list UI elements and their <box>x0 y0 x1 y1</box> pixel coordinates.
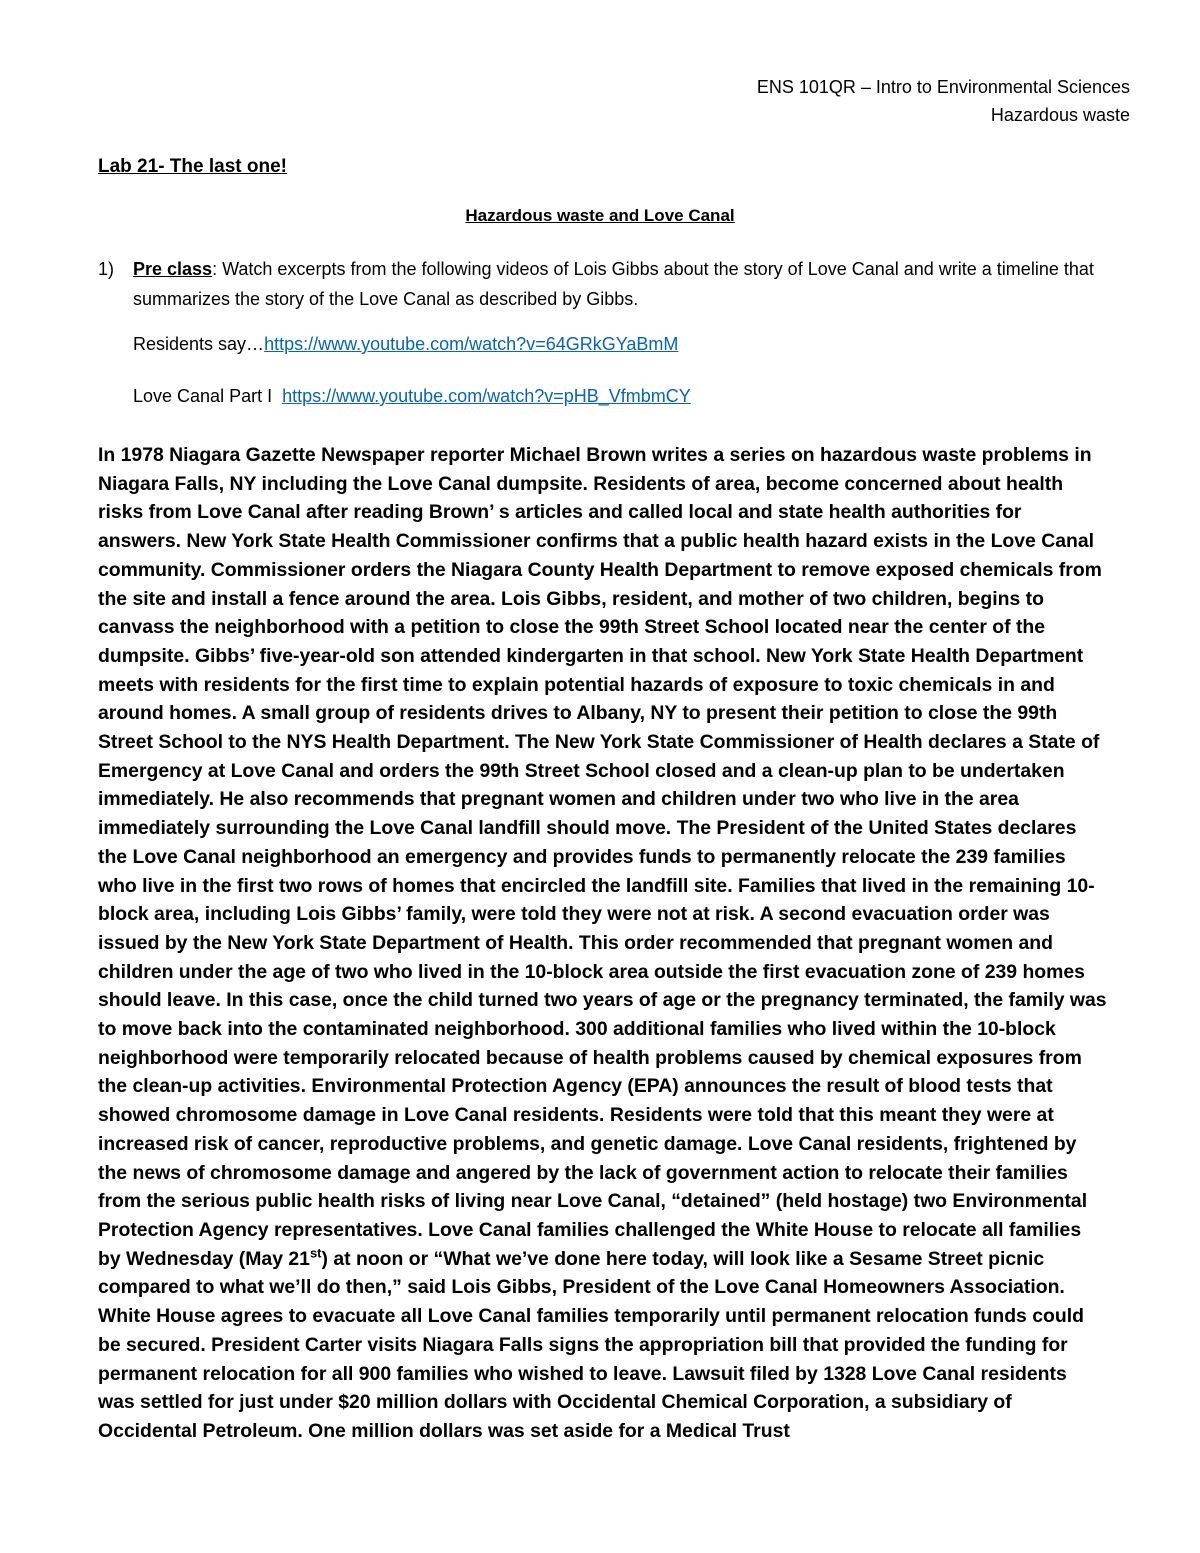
youtube-link-part1[interactable]: https://www.youtube.com/watch?v=pHB_VfmbmCY <box>282 386 691 406</box>
superscript-st: st <box>309 1245 322 1261</box>
link-line-part1 <box>133 386 691 407</box>
course-title: ENS 101QR – Intro to Environmental Sciences <box>756 77 1130 97</box>
youtube-link-residents[interactable]: https://www.youtube.com/watch?v=64GRkGYaBmM <box>264 334 679 354</box>
page-header <box>757 73 1130 129</box>
topic-title: Hazardous waste <box>990 105 1130 125</box>
timeline-paragraph <box>98 441 1108 1446</box>
link-label: Love Canal Part I <box>133 386 283 406</box>
question-1 <box>98 254 1108 314</box>
lab-title: Lab 21- The last one! <box>98 156 287 177</box>
link-label: Residents say… <box>133 334 265 354</box>
pre-class-label: Pre class <box>133 259 213 279</box>
link-line-residents <box>133 334 678 355</box>
paragraph-part-1: In 1978 Niagara Gazette Newspaper reporter Michael Brown writes a series on hazardous waste problems in Niagara Falls, NY including the Love Canal dumpsite. Residents of area, become concerned about health risks from Love Canal after reading Brown’ s articles and called local and state health authorities for answers. New York State Health Commissioner confirms that a public health hazard exists in the Love Canal community. Commissioner orders the Niagara County Health Department to remove exposed chemicals from the site and install a fence around the area. Lois Gibbs, resident, and mother of two children, begins to canvass the neighborhood with a petition to close the 99th Street School located near the center of the dumpsite. Gibbs’ five-year-old son attended kindergarten in that school. New York State Health Department meets with residents for the first time to explain potential hazards of exposure to toxic chemicals in and around homes. A small group of residents drives to Albany, NY to present their petition to close the 99th Street School to the NYS Health Department. The New York State Commissioner of Health declares a State of Emergency at Love Canal and orders the 99th Street School closed and a clean-up plan to be undertaken immediately. He also recommends that pregnant women and children under two who live in the area immediately surrounding the Love Canal landfill should move. The President of the United States declares the Love Canal neighborhood an emergency and provides funds to permanently relocate the 239 families who live in the first two rows of homes that encircled the landfill site. Families that lived in the remaining 10-block area, including Lois Gibbs’ family, were told they were not at risk. A second evacuation order was issued by the New York State Department of Health. This order recommended that pregnant women and children under the age of two who lived in the 10-block area outside the first evacuation zone of 239 homes should leave. In this case, once the child turned two years of age or the pregnancy terminated, the family was to move back into the contaminated neighborhood. 300 additional families who lived within the 10-block neighborhood were temporarily relocated because of health problems caused by chemical exposures from the clean-up activities. Environmental Protection Agency (EPA) announces the result of blood tests that showed chromosome damage in Love Canal residents. Residents were told that this meant they were at increased risk of cancer, reproductive problems, and genetic damage. Love Canal residents, frightened by the news of chromosome damage and angered by the lack of government action to relocate their families from the serious public health risks of living near Love Canal, “detained” (held hostage) two Environmental Protection Agency representatives. Love Canal families challenged the White House to relocate all families by Wednesday (May 21 <box>98 444 1107 1270</box>
question-number: 1) <box>98 259 115 279</box>
question-body: : Watch excerpts from the following videos of Lois Gibbs about the story of Love Canal and write a timeline that summarizes the story of the Love Canal as described by Gibbs. <box>133 259 1094 309</box>
question-text <box>133 254 1108 314</box>
section-title: Hazardous waste and Love Canal <box>465 206 735 225</box>
paragraph-part-2: ) at noon or “What we’ve done here today, will look like a Sesame Street picnic compared to what we’ll do then,” said Lois Gibbs, President of the Love Canal Homeowners Association. White House agrees to evacuate all Love Canal families temporarily until permanent relocation funds could be secured. President Carter visits Niagara Falls signs the appropriation bill that provided the funding for permanent relocation for all 900 families who wished to leave. Lawsuit filed by 1328 Love Canal residents was settled for just under $20 million dollars with Occidental Chemical Corporation, a subsidiary of Occidental Petroleum. One million dollars was set aside for a Medical Trust <box>98 1247 1084 1442</box>
